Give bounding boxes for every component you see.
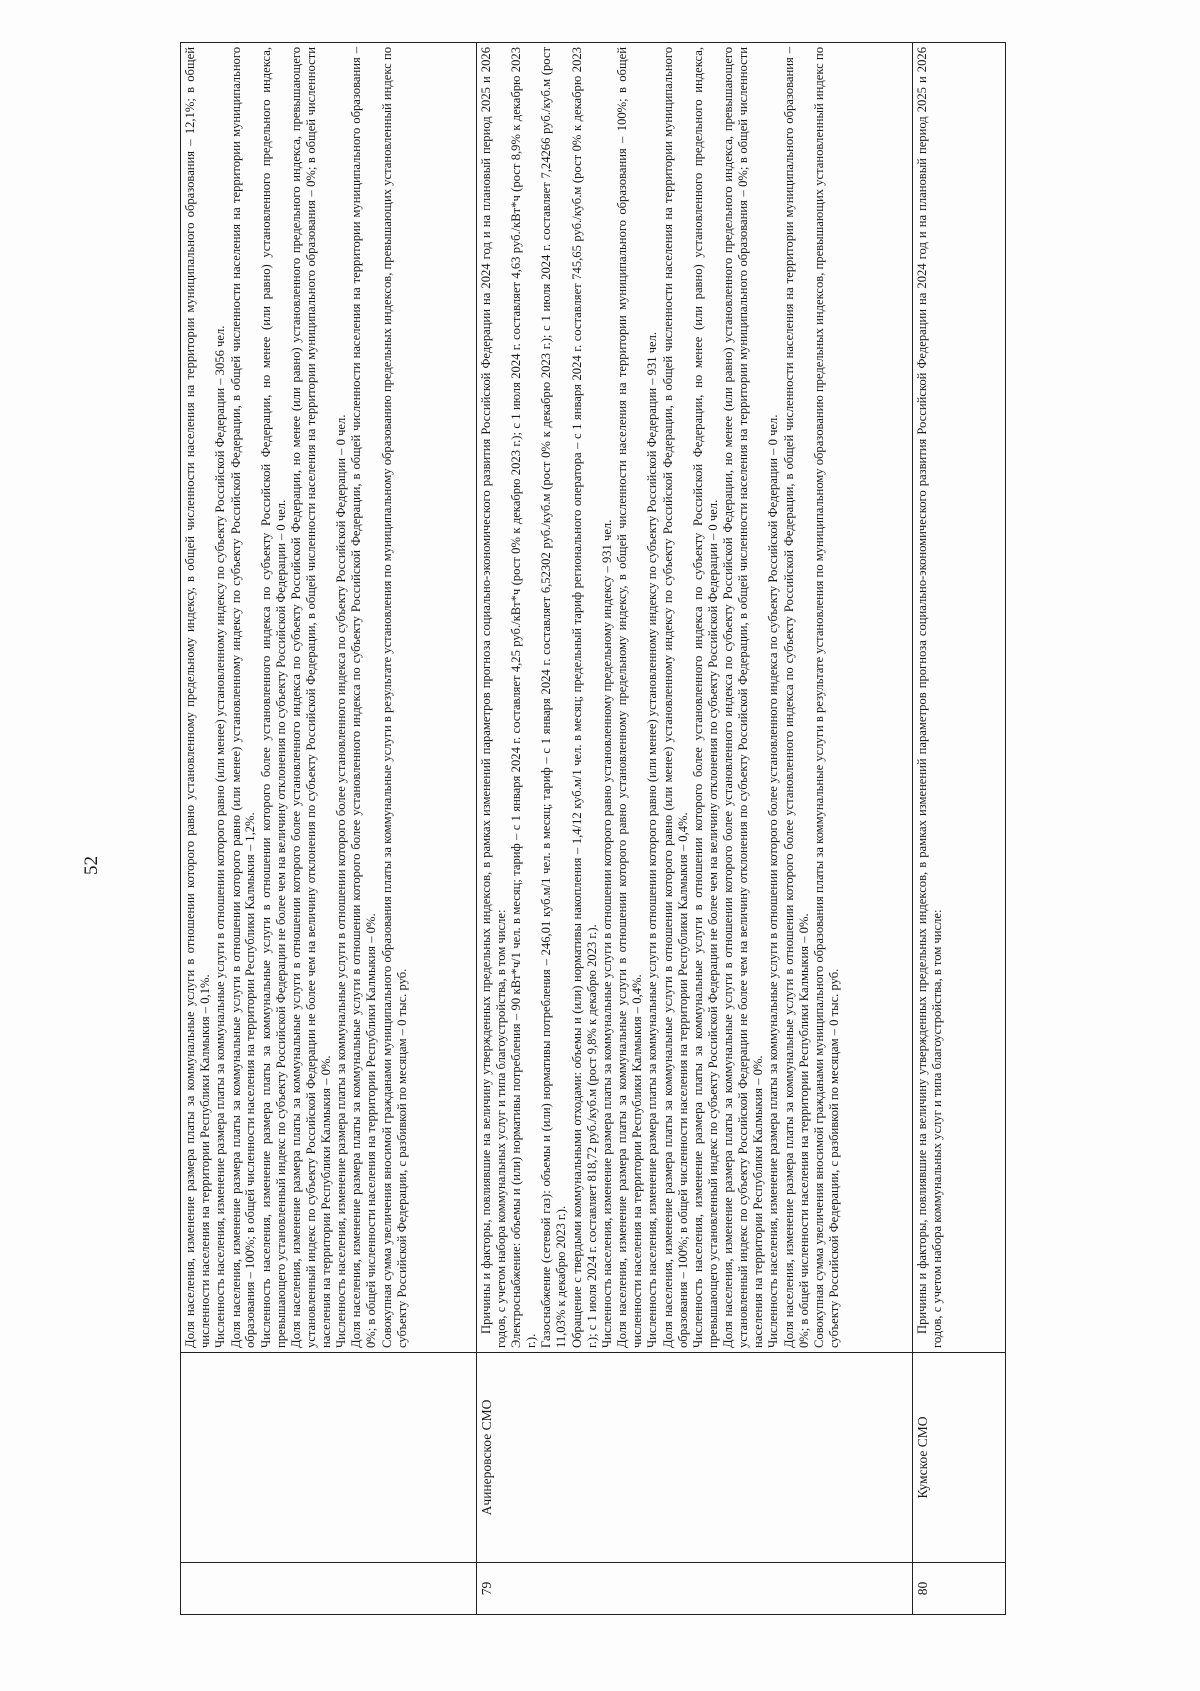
row-number-cell: 79 — [477, 1563, 913, 1615]
description-cell — [181, 43, 477, 1353]
description-cell — [913, 43, 1006, 1353]
paragraph: Доля населения, изменение размера платы за коммунальные услуги в отношении которого более установленного индекса по субъекту Российской Федерации, но менее (или равно) установленного предельного индекса, превышающего установленный индекс по субъекту Российской Федерации не более чем на величину отклонения по субъекту Российской Федерации, в общей численности населения на территории муниципального образования – 0%; в общей численности населения на территории Республики Калмыкия – 0%. — [289, 47, 333, 1348]
paragraph: Доля населения, изменение размера платы за коммунальные услуги в отношении которого более установленного индекса по субъекту Российской Федерации, но менее (или равно) установленного предельного индекса, превышающего установленный индекс по субъекту Российской Федерации не более чем на величину отклонения по субъекту Российской Федерации, в общей численности населения на территории муниципального образования – 0%; в общей численности населения на территории Республики Калмыкия – 0%. — [721, 47, 765, 1348]
paragraph: Обращение с твердыми коммунальными отходами: объемы и (или) нормативы накопления – 1,4/12 куб.м/1 чел. в месяц; предельный тариф регионального оператора – с 1 января 2024 г. составляет 745,65 руб./куб.м (рост 0% к декабрю 2023 г.); с 1 июля 2024 г. составляет 818,72 руб./куб.м (рост 9,8% к декабрю 2023 г.). — [569, 47, 599, 1348]
paragraph: Численность населения, изменение размера платы за коммунальные услуги в отношении которого равно (или менее) установленному индексу по субъекту Российской Федерации – 3056 чел. — [213, 325, 228, 1348]
paragraph: Причины и факторы, повлиявшие на величину утвержденных предельных индексов, в рамках изменений параметров прогноза социально-экономического развития Российской Федерации на 2024 год и на плановый период 2025 и 2026 годов, с учетом набора коммунальных услуг и типа благоустройства, в том числе: — [915, 47, 944, 1348]
paragraph: Доля населения, изменение размера платы за коммунальные услуги в отношении которого более установленного индекса по субъекту Российской Федерации, в общей численности населения на территории муниципального образования – 0%; в общей численности населения на территории Республики Калмыкия – 0%. — [781, 47, 811, 1348]
municipality-name-cell — [181, 1353, 477, 1563]
municipality-name-cell: Ачинеровское СМО — [477, 1353, 913, 1563]
paragraph: Причины и факторы, повлиявшие на величину утвержденных предельных индексов, в рамках изменений параметров прогноза социально-экономического развития Российской Федерации на 2024 год и на плановый период 2025 и 2026 годов, с учетом набора коммунальных услуг и типа благоустройства, в том числе: — [479, 47, 508, 1348]
paragraph: Доля населения, изменение размера платы за коммунальные услуги в отношении которого более установленного индекса по субъекту Российской Федерации, в общей численности населения на территории муниципального образования – 0%; в общей численности населения на территории Республики Калмыкия – 0%. — [349, 47, 379, 1348]
paragraph: Численность населения, изменение размера платы за коммунальные услуги в отношении которого более установленного индекса по субъекту Российской Федерации – 0 чел. — [334, 414, 349, 1348]
description-cell — [477, 43, 913, 1353]
table-row — [477, 43, 913, 1615]
paragraph: Численность населения, изменение размера платы за коммунальные услуги в отношении которого равно установленному предельному индексу – 931 чел. — [599, 519, 614, 1348]
paragraph: Газоснабжение (сетевой газ): объемы и (или) нормативы потребления – 246,01 куб.м/1 чел. в месяц; тариф – с 1 января 2024 г. составляет 6,52302 руб./куб.м (рост 0% к декабрю 2023 г.); с 1 июля 2024 г. составляет 7,24266 руб./куб.м (рост 11,03% к декабрю 2023 г.). — [539, 47, 569, 1348]
table-row — [181, 43, 477, 1615]
municipality-name-cell: Кумское СМО — [913, 1353, 1006, 1563]
paragraph: Электроснабжение: объемы и (или) нормативы потребления – 90 кВт*ч/1 чел. в месяц; тариф – с 1 января 2024 г. составляет 4,25 руб./кВт*ч (рост 0% к декабрю 2023 г.); с 1 июля 2024 г. составляет 4,63 руб./кВт*ч (рост 8,9% к декабрю 2023 г.). — [509, 47, 539, 1348]
row-number-cell: 80 — [913, 1563, 1006, 1615]
paragraph: Доля населения, изменение размера платы за коммунальные услуги в отношении которого равно (или менее) установленному индексу по субъекту Российской Федерации, в общей численности населения на территории муниципального образования – 100%; в общей численности населения на территории Республики Калмыкия – 1,2%. — [228, 47, 258, 1348]
paragraph: Численность населения, изменение размера платы за коммунальные услуги в отношении которого более установленного индекса по субъекту Российской Федерации – 0 чел. — [766, 414, 781, 1348]
paragraph: Доля населения, изменение размера платы за коммунальные услуги в отношении которого равно (или менее) установленному индексу по субъекту Российской Федерации, в общей численности населения на территории муниципального образования – 100%; в общей численности населения на территории Республики Калмыкия – 0,4%. — [660, 47, 690, 1348]
paragraph: Численность населения, изменение размера платы за коммунальные услуги в отношении которого более установленного индекса по субъекту Российской Федерации, но менее (или равно) установленного предельного индекса, превышающего установленный индекс по субъекту Российской Федерации не более чем на величину отклонения по субъекту Российской Федерации – 0 чел. — [258, 47, 288, 1348]
paragraph: Доля населения, изменение размера платы за коммунальные услуги в отношении которого равно установленному предельному индексу, в общей численности населения на территории муниципального образования – 12,1%; в общей численности населения на территории Республики Калмыкия – 0,1%. — [183, 47, 212, 1348]
table-row — [913, 43, 1006, 1615]
paragraph: Совокупная сумма увеличения вносимой гражданами муниципального образования платы за коммунальные услуги в результате установления по муниципальному образованию предельных индексов, превышающих установленный индекс по субъекту Российской Федерации, с разбивкой по месяцам – 0 тыс. руб. — [811, 47, 841, 1348]
paragraph: Доля населения, изменение размера платы за коммунальные услуги в отношении которого равно установленному предельному индексу, в общей численности населения на территории муниципального образования – 100%; в общей численности населения на территории Республики Калмыкия – 0,4%. — [615, 47, 645, 1348]
row-number-cell — [181, 1563, 477, 1615]
rotated-table-wrapper — [180, 43, 1005, 1615]
paragraph: Численность населения, изменение размера платы за коммунальные услуги в отношении которого более установленного индекса по субъекту Российской Федерации, но менее (или равно) установленного предельного индекса, превышающего установленный индекс по субъекту Российской Федерации не более чем на величину отклонения по субъекту Российской Федерации – 0 чел. — [691, 47, 720, 1348]
page-number: 52 — [81, 856, 102, 875]
paragraph: Совокупная сумма увеличения вносимой гражданами муниципального образования платы за коммунальные услуги в результате установления по муниципальному образованию предельных индексов, превышающих установленный индекс по субъекту Российской Федерации, с разбивкой по месяцам – 0 тыс. руб. — [379, 47, 409, 1348]
paragraph: Численность населения, изменение размера платы за коммунальные услуги в отношении которого равно (или менее) установленному индексу по субъекту Российской Федерации – 931 чел. — [645, 331, 660, 1348]
indices-table — [180, 42, 1006, 1615]
